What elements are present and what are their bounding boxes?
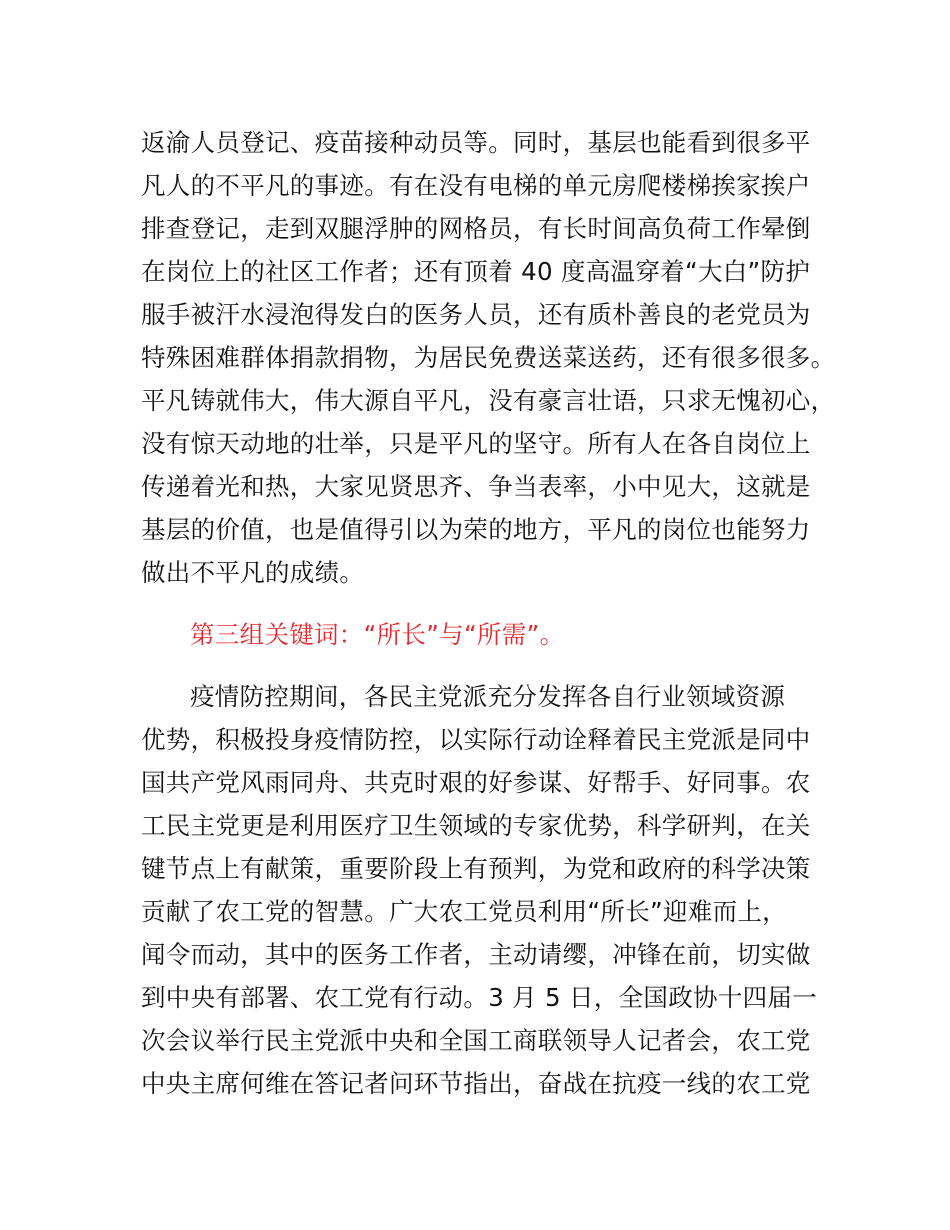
- text-line: 闻令而动，其中的医务工作者，主动请缨，冲锋在前，切实做: [141, 940, 811, 969]
- text-line: 没有惊天动地的壮举，只是平凡的坚守。所有人在各自岗位上: [141, 429, 811, 458]
- text-line: 传递着光和热，大家见贤思齐、争当表率，小中见大，这就是: [141, 472, 811, 501]
- text-line: 做出不平凡的成绩。: [141, 558, 365, 587]
- text-line: 凡人的不平凡的事迹。有在没有电梯的单元房爬楼梯挨家挨户: [141, 171, 811, 200]
- text-line: 疫情防控期间，各民主党派充分发挥各自行业领域资源: [190, 682, 786, 711]
- text-line: 中央主席何维在答记者问环节指出，奋战在抗疫一线的农工党: [141, 1069, 811, 1098]
- text-line: 工民主党更是利用医疗卫生领域的专家优势，科学研判，在关: [141, 811, 811, 840]
- text-line: 键节点上有献策，重要阶段上有预判，为党和政府的科学决策: [141, 854, 811, 883]
- text-line: 排查登记，走到双腿浮肿的网格员，有长时间高负荷工作晕倒: [141, 214, 811, 243]
- text-line: 在岗位上的社区工作者；还有顶着 40 度高温穿着“大白”防护: [141, 257, 811, 286]
- text-line: 基层的价值，也是值得引以为荣的地方，平凡的岗位也能努力: [141, 515, 811, 544]
- text-line: 服手被汗水浸泡得发白的医务人员，还有质朴善良的老党员为: [141, 300, 811, 329]
- text-line: 平凡铸就伟大，伟大源自平凡，没有豪言壮语，只求无愧初心，: [141, 386, 836, 415]
- text-line: 次会议举行民主党派中央和全国工商联领导人记者会，农工党: [141, 1026, 811, 1055]
- text-line: 贡献了农工党的智慧。广大农工党员利用“所长”迎难而上，: [141, 897, 787, 926]
- text-line: 优势，积极投身疫情防控，以实际行动诠释着民主党派是同中: [141, 725, 811, 754]
- text-line: 国共产党风雨同舟、共克时艰的好参谋、好帮手、好同事。农: [141, 768, 811, 797]
- text-line: 到中央有部署、农工党有行动。3 月 5 日，全国政协十四届一: [141, 983, 818, 1012]
- section-heading: 第三组关键词：“所长”与“所需”。: [190, 620, 565, 649]
- text-line: 特殊困难群体捐款捐物，为居民免费送菜送药，还有很多很多。: [141, 343, 836, 372]
- text-line: 返渝人员登记、疫苗接种动员等。同时，基层也能看到很多平: [141, 128, 811, 157]
